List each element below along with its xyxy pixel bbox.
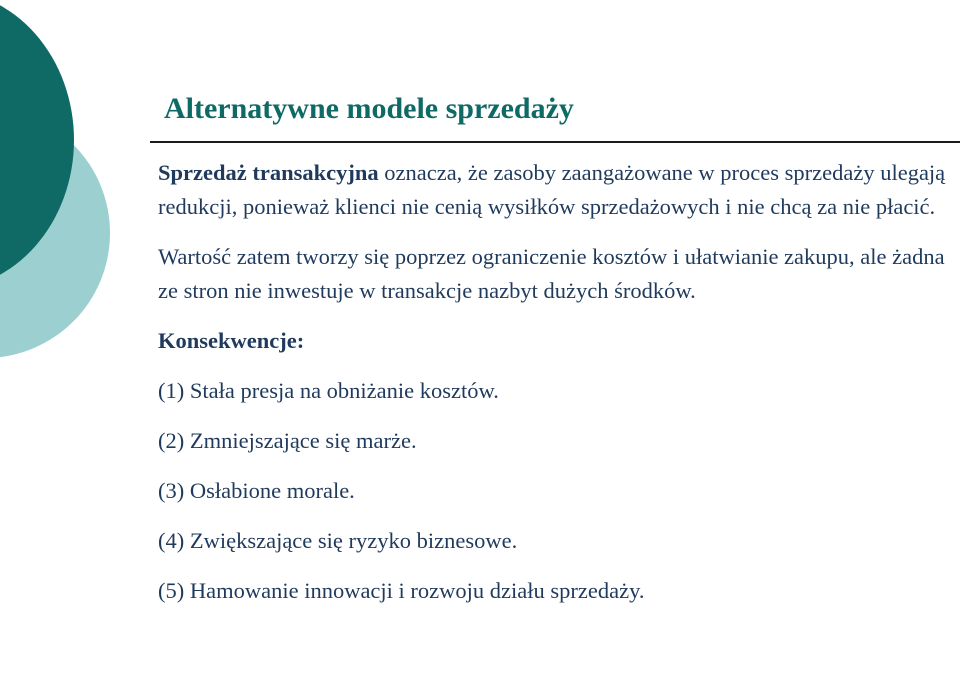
- consequences-heading: Konsekwencje:: [158, 328, 305, 353]
- paragraph-1-text: oznacza, że zasoby zaangażowane w proces sprzedaży ulegają redukcji, ponieważ klienci nie cenią wysiłków sprzedażowych i nie chcą za nie płacić.: [158, 160, 946, 219]
- consequence-item: (2) Zmniejszające się marże.: [158, 428, 417, 453]
- consequence-item: (4) Zwiększające się ryzyko biznesowe.: [158, 528, 518, 553]
- slide-title: Alternatywne modele sprzedaży: [164, 92, 574, 125]
- paragraph-value-creation: Wartość zatem tworzy się poprzez ograniczenie kosztów i ułatwianie zakupu, ale żadna ze stron nie inwestuje w transakcje nazbyt dużych środków.: [158, 244, 945, 303]
- bold-lead-term: Sprzedaż transakcyjna: [158, 160, 379, 185]
- paragraph-transactional-sales: [158, 156, 948, 224]
- slide-content: [158, 156, 948, 608]
- consequence-item: (1) Stała presja na obniżanie kosztów.: [158, 378, 499, 403]
- consequence-item: (3) Osłabione morale.: [158, 478, 355, 503]
- title-divider: [150, 141, 960, 143]
- consequence-item: (5) Hamowanie innowacji i rozwoju działu sprzedaży.: [158, 578, 645, 603]
